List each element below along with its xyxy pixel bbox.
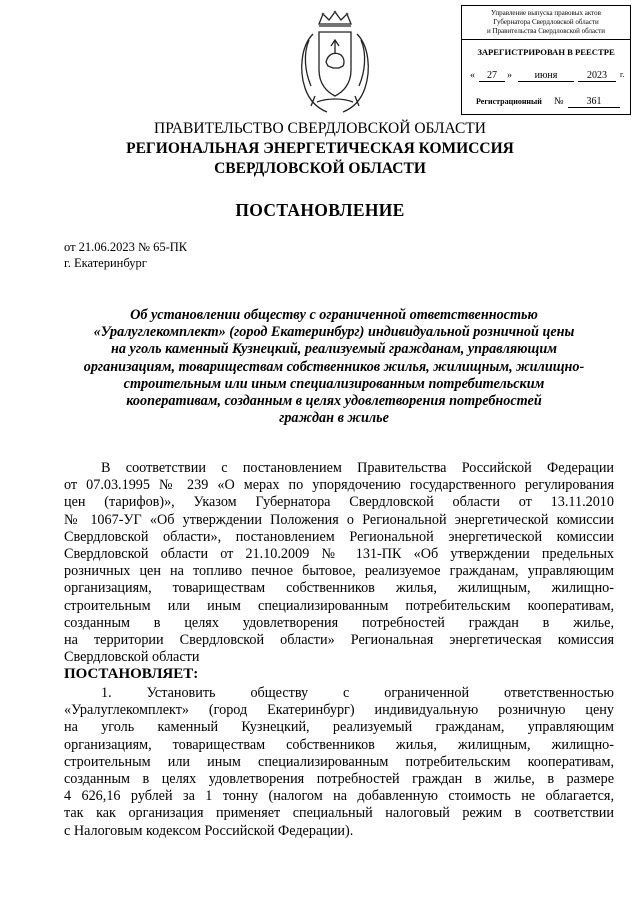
subject-line: на уголь каменный Кузнецкий, реализуемый гражданам, управляющим xyxy=(111,341,557,358)
preamble-line: созданным в целях удовлетворения потребностей граждан в жилье, xyxy=(64,614,614,631)
document-subject xyxy=(64,307,604,427)
subject-line: Об установлении обществу с ограниченной ответственностью xyxy=(130,307,538,323)
preamble-line: В соответствии с постановлением Правительства Российской Федерации xyxy=(101,460,614,476)
registration-authority-line: Управление выпуска правовых актов xyxy=(491,9,601,17)
number-sign: № xyxy=(554,96,564,107)
year-suffix: г. xyxy=(620,70,625,79)
registration-number-label: Регистрационный xyxy=(476,97,542,106)
coat-of-arms-emblem xyxy=(295,10,375,116)
document-title: ПОСТАНОВЛЕНИЕ xyxy=(235,200,405,220)
item-1-line: организациям, товариществам собственников жилья, жилищным, жилищно- xyxy=(64,736,614,753)
subject-line: организациям, товариществам собственников жилья, жилищным, жилищно- xyxy=(83,358,585,375)
preamble-line: Свердловской области xyxy=(64,649,200,666)
item-1-line: 4 626,16 рублей за 1 тонну (налогом на добавленную стоимость не облагается, xyxy=(64,788,614,805)
registration-stamp xyxy=(461,5,631,115)
subject-line: кооперативам, созданным в целях удовлетворения потребностей xyxy=(126,393,542,410)
preamble-line: от 07.03.1995 № 239 «О мерах по упорядочению государственного регулирования xyxy=(64,477,614,494)
org-region: СВЕРДЛОВСКОЙ ОБЛАСТИ xyxy=(214,160,426,177)
quote-open: « xyxy=(470,70,475,81)
preamble-line: организациям, товариществам собственников жилья, жилищным, жилищно- xyxy=(64,580,614,597)
subject-line: строительным или иным специализированным потребительским xyxy=(123,375,545,392)
item-1-paragraph xyxy=(64,685,614,840)
item-1-line: 1. Установить обществу с ограниченной ответственностью xyxy=(101,685,614,701)
preamble-line: Свердловской области от 21.10.2009 № 131-ПК «Об утверждении предельных xyxy=(64,546,614,563)
registration-day: 27 xyxy=(479,70,505,82)
item-1-line: созданным в целях удовлетворения потребностей граждан в жилье, в размере xyxy=(64,771,614,788)
preamble-paragraph xyxy=(64,460,614,666)
org-commission: РЕГИОНАЛЬНАЯ ЭНЕРГЕТИЧЕСКАЯ КОМИССИЯ xyxy=(126,140,514,157)
quote-close: » xyxy=(507,70,512,81)
subject-line: «Уралуглекомплект» (город Екатеринбург) индивидуальной розничной цены xyxy=(93,324,575,341)
registration-number-row xyxy=(462,96,630,112)
registration-month: июня xyxy=(518,70,574,82)
org-government: ПРАВИТЕЛЬСТВО СВЕРДЛОВСКОЙ ОБЛАСТИ xyxy=(154,120,486,137)
document-date-number: от 21.06.2023 № 65-ПК xyxy=(64,240,188,254)
registration-authority-line: Губернатора Свердловской области xyxy=(493,18,599,26)
coat-of-arms-icon xyxy=(295,10,375,116)
item-1-line: на уголь каменный Кузнецкий, реализуемый гражданам, управляющим xyxy=(64,719,614,736)
preamble-line: № 1067-УГ «Об утверждении Положения о Региональной энергетической комиссии xyxy=(64,511,614,528)
decree-word: ПОСТАНОВЛЯЕТ: xyxy=(64,666,199,682)
item-1-line: с Налоговым кодексом Российской Федерации). xyxy=(64,822,354,839)
item-1-line: строительным или иным специализированным потребительским кооперативам, xyxy=(64,753,614,770)
registration-number: 361 xyxy=(568,96,620,108)
registration-year: 2023 xyxy=(578,70,616,82)
registration-title: ЗАРЕГИСТРИРОВАН В РЕЕСТРЕ xyxy=(477,47,615,57)
preamble-line: на территории Свердловской области» Региональная энергетическая комиссия xyxy=(64,632,614,649)
registration-authority xyxy=(462,6,630,40)
preamble-line: розничных цен на топливо печное бытовое, реализуемое гражданам, управляющим xyxy=(64,563,614,580)
preamble-line: цен (тарифов)», Указом Губернатора Свердловской области от 13.11.2010 xyxy=(64,494,614,511)
registration-authority-line: и Правительства Свердловской области xyxy=(486,27,606,35)
preamble-line: строительным или иным специализированным потребительским кооперативам, xyxy=(64,597,614,614)
subject-line: граждан в жилье xyxy=(279,410,389,427)
item-1-line: «Уралуглекомплект» (город Екатеринбург) индивидуальную розничную цену xyxy=(64,702,614,719)
preamble-line: Свердловской области», постановлением Региональной энергетической комиссии xyxy=(64,528,614,545)
item-1-line: так как организация применяет специальный налоговый режим в соответствии xyxy=(64,805,614,822)
registration-date xyxy=(462,70,630,86)
document-city: г. Екатеринбург xyxy=(64,256,147,270)
